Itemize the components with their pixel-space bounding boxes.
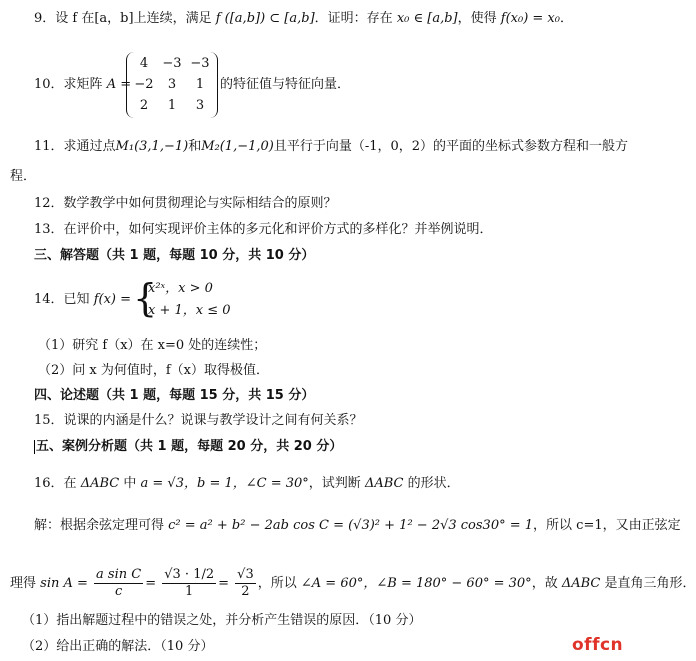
q16-sub-1: （1）指出解题过程中的错误之处，并分析产生错误的原因．（10 分） [22,613,422,628]
q11-point2: M₂(1,−1,0) [201,139,274,154]
q16-sol2-last: 是直角三角形． [604,576,696,591]
q16-triangle: ΔABC [80,476,120,491]
q16-sub-2: （2）给出正确的解法．（10 分） [22,639,214,654]
matrix-a [126,52,218,118]
q16-angle-c: ，∠C = 30° [232,476,309,491]
q11-prefix: 11．求通过点 [34,139,116,154]
q10-prefix: 10．求矩阵 [34,77,103,92]
q16-sol-suffix: ，所以 c=1，又由正弦定 [533,518,681,533]
fraction-1 [94,567,143,600]
q9-math-exists: x₀ ∈ [a,b] [396,11,458,26]
fraction-1-den: c [114,584,123,599]
q9-end: ． [559,11,573,26]
fraction-3 [235,567,256,600]
fraction-2-num: √3 · 1/2 [164,567,215,582]
q16-sol2-mid: ，所以 [257,576,297,591]
q14-case-2: x + 1，x ≤ 0 [148,303,231,318]
matrix-cell: −3 [190,56,210,71]
matrix-cell: 2 [139,98,149,113]
matrix-row [130,53,214,74]
q16-end: 的形状． [407,476,460,491]
question-12: 12．数学教学中如何贯彻理论与实际相结合的原则？ [34,196,337,211]
question-13: 13．在评价中，如何实现评价主体的多元化和评价方式的多样化？并举例说明． [34,222,493,237]
text-cursor [34,440,35,454]
question-16 [34,475,460,493]
q11-continuation: 程． [10,169,37,184]
fraction-2 [162,567,216,600]
q16-sol-prefix: 解：根据余弦定理可得 [34,518,165,533]
q14-fx: f(x) = [93,292,131,307]
q14-sub-2: （2）问 x 为何值时，f（x）取得极值． [38,363,270,378]
matrix-cell: −3 [162,56,182,71]
section-5-text: 五、案例分析题（共 1 题，每题 20 分，共 20 分） [36,439,343,454]
q14-case-1: x²ˣ，x > 0 [148,281,213,296]
question-15: 15．说课的内涵是什么？说课与教学设计之间有何关系？ [34,413,363,428]
matrix-cell: 3 [167,77,177,92]
question-11 [34,138,628,156]
matrix-row [130,95,214,116]
q9-prefix: 9．设 f 在[a，b]上连续，满足 [34,11,212,26]
matrix-cell: 4 [139,56,149,71]
fraction-2-den: 1 [185,584,194,599]
question-10-prefix [34,76,131,94]
q10-var: A = [106,77,132,92]
matrix-cell: 1 [167,98,177,113]
q14-sub-1: （1）研究 f（x）在 x=0 处的连续性； [38,338,267,353]
q11-point1: M₁(3,1,−1) [115,139,189,154]
matrix-cell: 3 [195,98,205,113]
matrix-table [130,53,214,116]
fraction-3-den: 2 [241,584,250,599]
offcn-logo: offcn [572,635,624,655]
q11-and: 和 [188,139,202,154]
q16-suffix: ，试判断 [308,476,361,491]
q16-triangle-3: ΔABC [561,576,601,591]
matrix-cell: 1 [195,77,205,92]
q16-sin-lhs: sin A = [40,576,88,591]
question-14 [34,291,131,309]
matrix-row [130,74,214,95]
q11-suffix: 且平行于向量（-1，0，2）的平面的坐标式参数方程和一般方 [273,139,629,154]
q16-prefix: 16．在 [34,476,77,491]
q16-side-a: a = √3 [140,476,184,491]
q16-solution-line-2: 理得 sin A = $\frac{\text{a sin C}}{c}$ = $\frac{√3 \cdot 1/2}{1}$ = $\frac{√3}{2}$ ，所以 ∠A = 60°，∠B = 180° − 60° = 30°，故 ΔABC 是直角三角形． [10,567,696,599]
q16-angle-b: ，∠B = 180° − 60° = 30° [363,576,532,591]
q9-mid: ．证明：存在 [314,11,393,26]
q16-sol2-end: ，故 [531,576,558,591]
question-9 [34,10,573,28]
q16-solution-line-1 [34,517,681,535]
q9-mid2: ，使得 [457,11,497,26]
section-3-heading: 三、解答题（共 1 题，每题 10 分，共 10 分） [34,248,315,263]
q16-side-b: ，b = 1 [183,476,233,491]
section-5-heading [34,438,342,456]
q9-math-fixed-point: f(x₀) = x₀ [500,11,560,26]
q10-suffix: 的特征值与特征向量． [220,77,351,92]
q16-sol2-prefix: 理得 [10,576,37,591]
piecewise-brace: { [133,276,158,320]
fraction-3-num: √3 [237,567,254,582]
matrix-cell: −2 [134,77,154,92]
q16-triangle-2: ΔABC [364,476,404,491]
q14-prefix: 14．已知 [34,292,90,307]
fraction-1-num: a sin C [96,567,142,582]
q16-cosine-law: c² = a² + b² − 2ab cos C = (√3)² + 1² − 2√3 cos30° = 1 [168,518,534,533]
q16-mid: 中 [123,476,137,491]
q9-math-condition: f ([a,b]) ⊂ [a,b] [215,11,315,26]
section-4-heading: 四、论述题（共 1 题，每题 15 分，共 15 分） [34,388,315,403]
q16-angle-a: ∠A = 60° [300,576,364,591]
